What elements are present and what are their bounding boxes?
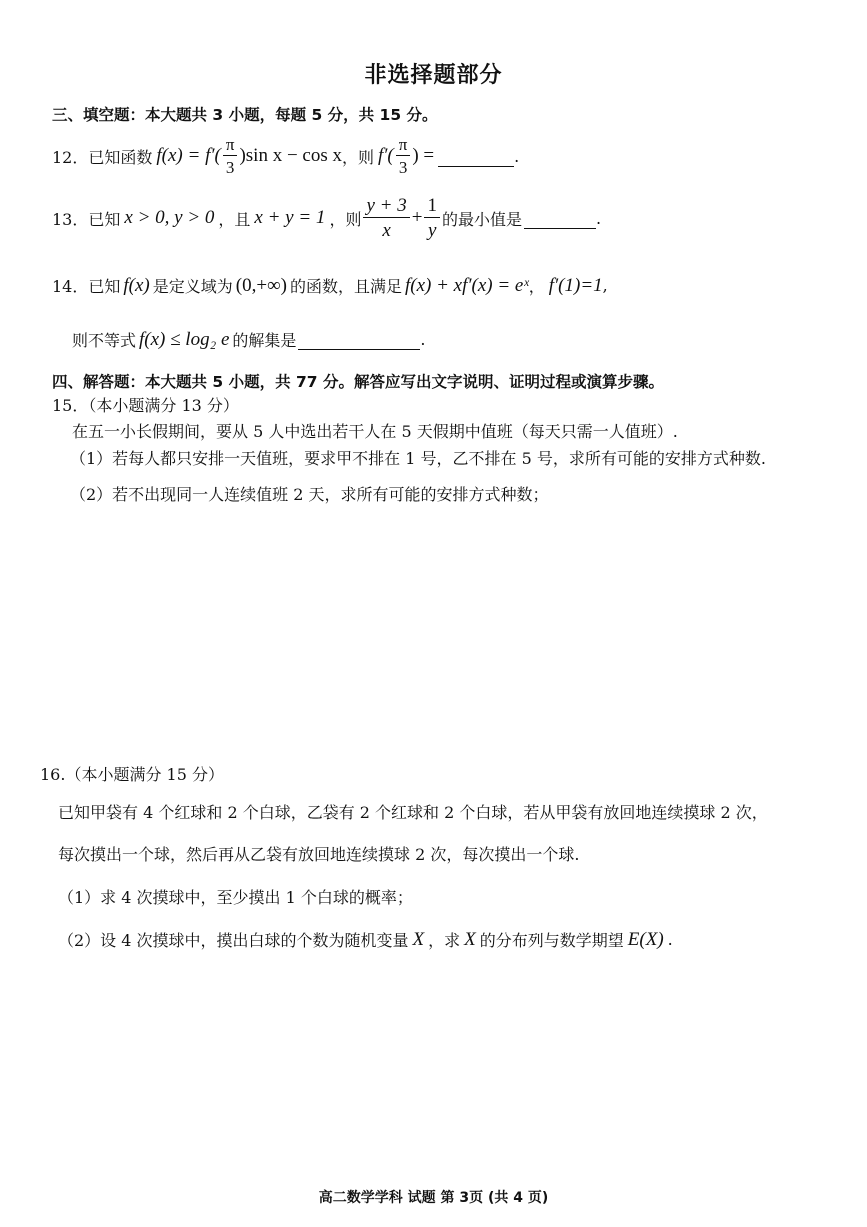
expectation: E(X) <box>627 928 664 950</box>
question-text: 是定义域为 <box>152 277 233 296</box>
plus-sign: + <box>411 207 423 228</box>
condition-sum: x + y = 1 <box>254 207 326 228</box>
question-text: 已知 <box>88 277 121 296</box>
condition-positive: x > 0, y > 0 <box>124 207 215 228</box>
question-14-line-1 <box>52 274 608 297</box>
section-heading-fill-in: 三、填空题：本大题共 3 小题，每题 5 分，共 15 分。 <box>52 106 438 124</box>
question-number: 14． <box>52 277 89 296</box>
question-15-part-2: （2）若不出现同一人连续值班 2 天，求所有可能的安排方式种数； <box>70 485 549 504</box>
question-text: ，且 <box>218 209 251 229</box>
fraction-numerator: y + 3 <box>363 196 409 218</box>
question-text: 的解集是 <box>232 331 297 350</box>
question-text: 的分布列与数学期望 <box>479 931 624 950</box>
question-text: ， <box>528 277 545 296</box>
question-12 <box>52 136 519 176</box>
question-16-stem-line-1: 已知甲袋有 4 个红球和 2 个白球，乙袋有 2 个红球和 2 个白球，若从甲袋有放回地连续摸球 2 次， <box>58 803 768 822</box>
question-tail: . <box>420 330 426 349</box>
question-15-stem: 在五一小长假期间，要从 5 人中选出若干人在 5 天假期中值班（每天只需一人值班）. <box>72 422 678 441</box>
question-text: ，求 <box>428 931 461 950</box>
fraction-numerator: π <box>396 136 411 156</box>
ask-lhs: f′( <box>378 145 394 166</box>
page-footer: 高二数学学科 试题 第 3页 (共 4 页) <box>318 1190 549 1206</box>
random-variable: X <box>464 928 476 950</box>
function-f: f(x) <box>123 274 150 296</box>
section-heading-answer: 四、解答题：本大题共 5 小题，共 77 分。解答应写出文字说明、证明过程或演算步骤。 <box>52 373 664 391</box>
question-16-part-2 <box>58 928 673 951</box>
answer-blank[interactable] <box>298 329 420 350</box>
question-tail: . <box>514 146 520 166</box>
initial-condition: f′(1)=1 <box>548 274 603 296</box>
question-text: 的函数，且满足 <box>289 277 402 296</box>
inequality: f(x) ≤ log₂ e <box>139 328 230 350</box>
page-title: 非选择题部分 <box>364 63 503 88</box>
question-text: 的最小值是 <box>441 209 522 229</box>
question-14-line-2 <box>72 328 426 351</box>
fraction-pi-over-3 <box>396 136 411 176</box>
question-15-heading: 15．（本小题满分 13 分） <box>52 396 239 415</box>
question-text: , <box>602 276 608 295</box>
fraction-1-over-y <box>424 196 440 240</box>
question-16-heading: 16.（本小题满分 15 分） <box>40 765 224 784</box>
ask-rhs: ) = <box>412 145 435 166</box>
random-variable: X <box>412 928 425 950</box>
fraction-numerator: π <box>223 136 238 156</box>
answer-blank[interactable] <box>524 208 596 229</box>
question-number: 13． <box>52 209 89 229</box>
function-domain: (0,+∞) <box>235 274 287 296</box>
question-16-stem-line-2: 每次摸出一个球，然后再从乙袋有放回地连续摸球 2 次，每次摸出一个球. <box>58 845 580 864</box>
equation-rhs: )sin x − cos x <box>239 145 342 166</box>
answer-blank[interactable] <box>438 146 514 167</box>
question-13 <box>52 196 601 240</box>
question-15-part-1: （1）若每人都只安排一天值班，要求甲不排在 1 号，乙不排在 5 号，求所有可能的安排方式种数. <box>70 449 766 468</box>
question-number: 12． <box>52 147 89 167</box>
equation-lhs: f(x) = f′( <box>156 145 221 166</box>
question-tail: . <box>595 208 602 228</box>
question-text: 已知 <box>88 209 121 229</box>
fraction-denominator: 3 <box>398 158 408 177</box>
question-text: 则不等式 <box>72 331 137 350</box>
differential-equation: f(x) + xf′(x) = eˣ <box>404 274 529 296</box>
fraction-numerator: 1 <box>424 196 440 218</box>
question-text: 已知函数 <box>88 147 153 167</box>
question-tail: . <box>667 930 673 949</box>
question-text: ，则 <box>341 147 374 167</box>
fraction-y-plus-3-over-x <box>363 196 409 240</box>
fraction-denominator: 3 <box>225 158 235 177</box>
question-16-part-1: （1）求 4 次摸球中，至少摸出 1 个白球的概率； <box>58 888 413 907</box>
question-text: ，则 <box>329 209 362 229</box>
fraction-pi-over-3 <box>223 136 238 176</box>
fraction-denominator: y <box>427 220 437 241</box>
fraction-denominator: x <box>382 220 391 241</box>
question-text: （2）设 4 次摸球中，摸出白球的个数为随机变量 <box>58 931 409 950</box>
